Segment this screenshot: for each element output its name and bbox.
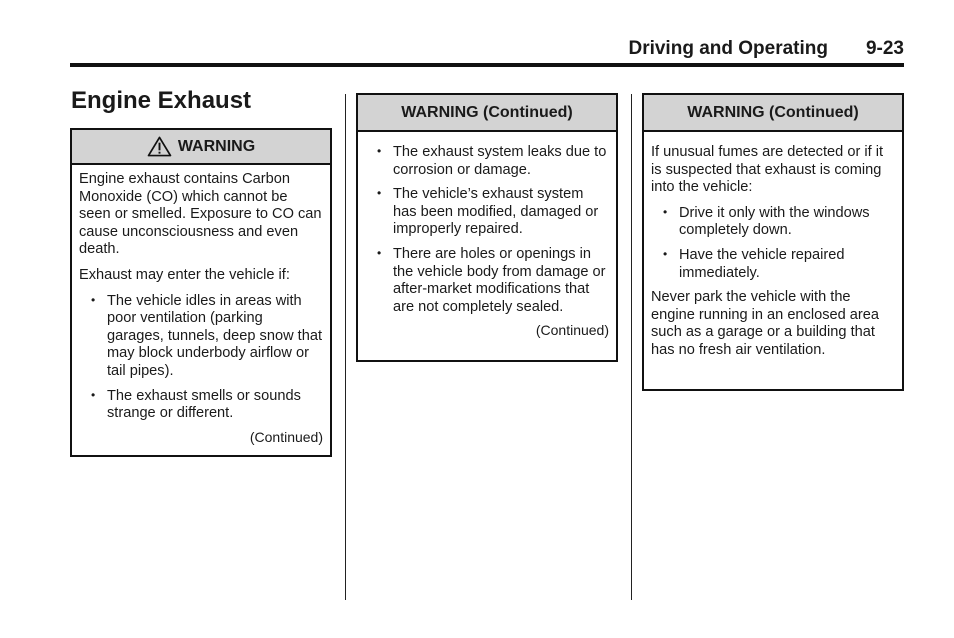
warning-intro: Engine exhaust contains Carbon Monoxide (CO) which cannot be seen or smelled. Exposure to CO can cause unconsciousness and even death. [79, 171, 322, 258]
warning-list [79, 293, 323, 423]
list-item: • There are holes or openings in the vehicle body from damage or after-market modifications that are not completely sealed. [377, 245, 606, 315]
warning-header: WARNING (Continued) [644, 95, 902, 132]
warning-list [365, 144, 609, 316]
page-number: 9-23 [865, 38, 904, 59]
warning-box-3 [642, 93, 904, 391]
warning-header [72, 130, 330, 165]
list-item: • Have the vehicle repaired immediately. [663, 246, 845, 281]
warning-list [651, 205, 895, 282]
page-title: Engine Exhaust [71, 87, 252, 114]
warning-box-2 [356, 93, 618, 362]
warning-body [644, 132, 902, 372]
list-item: • The vehicle idles in areas with poor ventilation (parking garages, tunnels, deep snow that may block underbody airflow or tail pipes). [91, 292, 323, 379]
list-item: • The exhaust system leaks due to corrosion or damage. [377, 144, 607, 178]
column-divider-left [345, 94, 346, 600]
warning-triangle-icon [147, 136, 172, 157]
section-title: Driving and Operating [628, 38, 828, 59]
warning-label: WARNING [177, 137, 256, 155]
continued-label: (Continued) [535, 322, 609, 339]
column-divider-right [631, 94, 632, 600]
header-rule [70, 63, 904, 67]
continued-label: (Continued) [249, 428, 323, 445]
warning-intro: If unusual fumes are detected or if it is suspected that exhaust is coming into the vehicle: [651, 144, 884, 196]
warning-header: WARNING (Continued) [358, 95, 616, 132]
list-item: • The vehicle’s exhaust system has been modified, damaged or improperly repaired. [377, 186, 599, 238]
list-item: • The exhaust smells or sounds strange or different. [91, 387, 301, 422]
list-item: • Drive it only with the windows completely down. [663, 204, 870, 239]
warning-body [72, 165, 330, 450]
warning-closing: Never park the vehicle with the engine running in an enclosed area such as a garage or a building that has no fresh air ventilation. [651, 289, 879, 358]
warning-box-1 [70, 128, 332, 457]
running-header [70, 38, 904, 62]
warning-body [358, 132, 616, 344]
warning-lead: Exhaust may enter the vehicle if: [79, 266, 290, 283]
